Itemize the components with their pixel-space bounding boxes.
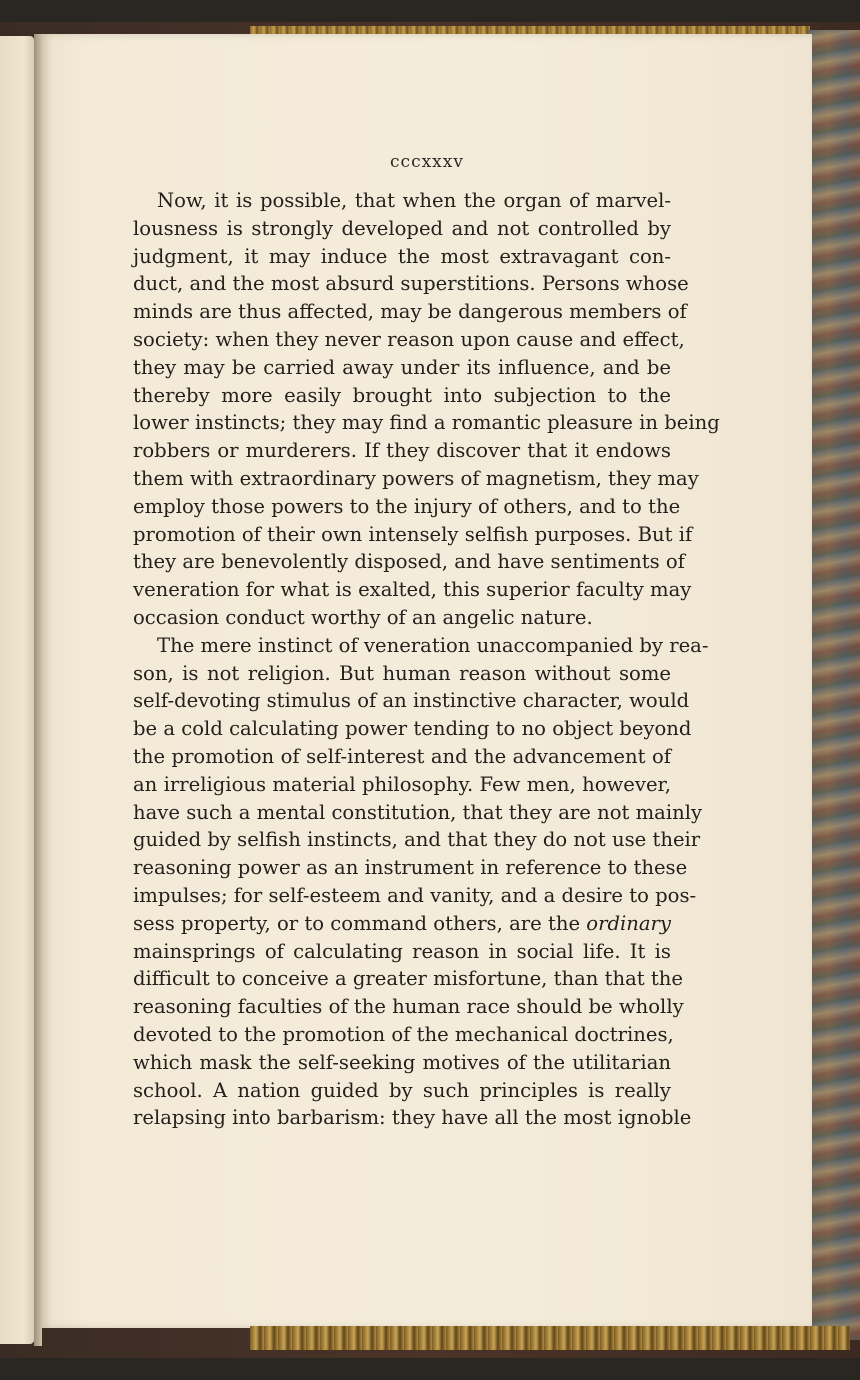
text-line: veneration for what is exalted, this superior faculty may <box>133 578 692 602</box>
text-line: have such a mental constitution, that they are not mainly <box>133 800 703 824</box>
gilt-edge-bottom <box>250 1326 850 1350</box>
text-line: society: when they never reason upon cause and effect, <box>133 327 685 351</box>
text-line: employ those powers to the injury of others, and to the <box>133 494 681 518</box>
italic-word: ordinary <box>586 911 671 935</box>
text-line: impulses; for self-esteem and vanity, and a desire to pos- <box>133 883 697 907</box>
facing-page-edge <box>0 36 34 1344</box>
paragraph-2 <box>133 632 709 1132</box>
text-line: the promotion of self-interest and the advancement of <box>133 744 671 768</box>
text-line: reasoning power as an instrument in reference to these <box>133 856 688 880</box>
text-line: robbers or murderers. If they discover that it endows <box>133 439 671 463</box>
text-segment: sess property, or to command others, are the <box>133 911 587 935</box>
text-line: reasoning faculties of the human race should be wholly <box>133 995 684 1019</box>
text-line: which mask the self-seeking motives of the utilitarian <box>133 1050 671 1074</box>
text-line: devoted to the promotion of the mechanical doctrines, <box>133 1022 674 1046</box>
text-line: lower instincts; they may find a romantic pleasure in being <box>133 411 720 435</box>
text-line: an irreligious material philosophy. Few men, however, <box>133 772 671 796</box>
text-line-with-italic <box>133 910 671 938</box>
text-line: mainsprings of calculating reason in social life. It is <box>133 939 671 963</box>
text-line: thereby more easily brought into subjection to the <box>133 383 671 407</box>
text-line: son, is not religion. But human reason without some <box>133 661 671 685</box>
text-line: school. A nation guided by such principles is really <box>133 1078 671 1102</box>
text-line: difficult to conceive a greater misfortune, than that the <box>133 967 684 991</box>
text-line: minds are thus affected, may be dangerous members of <box>133 300 687 324</box>
text-line: lousness is strongly developed and not controlled by <box>133 216 671 240</box>
text-line: judgment, it may induce the most extravagant con- <box>133 244 671 268</box>
text-line: be a cold calculating power tending to no object beyond <box>133 717 692 741</box>
text-line: them with extraordinary powers of magnetism, they may <box>133 466 699 490</box>
text-line: self-devoting stimulus of an instinctive character, would <box>133 689 690 713</box>
text-line: guided by selfish instincts, and that they do not use their <box>133 828 701 852</box>
text-line: promotion of their own intensely selfish purposes. But if <box>133 522 693 546</box>
body-text <box>133 187 720 1132</box>
text-line: occasion conduct worthy of an angelic nature. <box>133 605 593 629</box>
text-line: duct, and the most absurd superstitions. Persons whose <box>133 272 689 296</box>
text-line: The mere instinct of veneration unaccompanied by rea- <box>157 633 709 657</box>
text-line: they may be carried away under its influence, and be <box>133 355 671 379</box>
page-number: cccxxxv <box>390 152 464 172</box>
text-line: they are benevolently disposed, and have sentiments of <box>133 550 685 574</box>
page-gutter <box>34 34 42 1346</box>
marbled-fore-edge <box>808 30 860 1340</box>
text-line: Now, it is possible, that when the organ of marvel- <box>157 189 671 212</box>
paragraph-1 <box>133 187 720 632</box>
text-line: relapsing into barbarism: they have all the most ignoble <box>133 1106 692 1130</box>
book-page <box>42 34 812 1328</box>
